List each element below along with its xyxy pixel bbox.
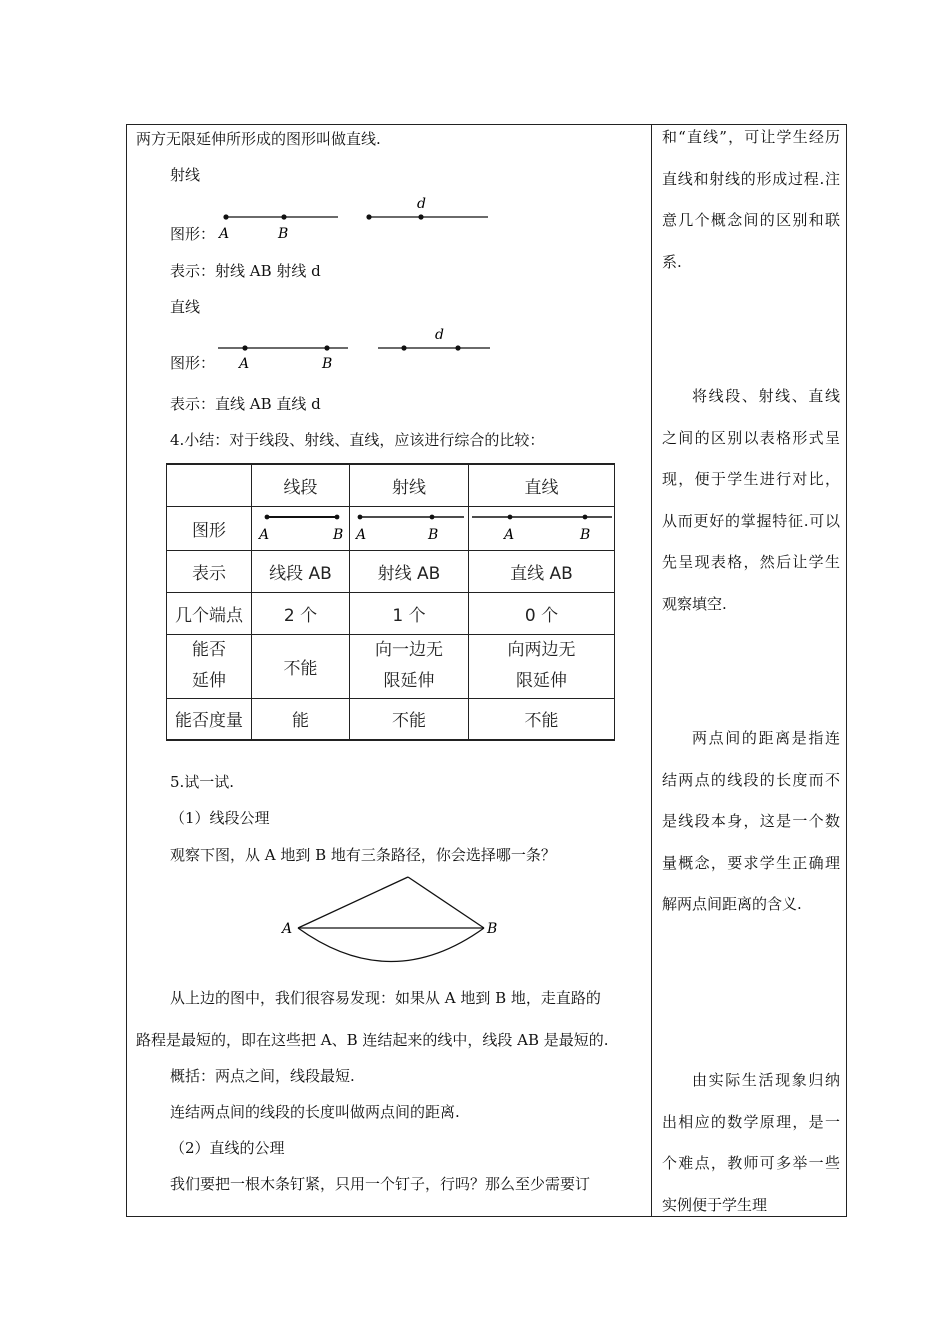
cell-segment-notation: 线段 AB [252,550,350,592]
ray-label-b: B [278,226,289,242]
segment-fig-b: B [332,526,343,543]
side-note-3 [662,718,840,926]
ray-fig-a: A [356,526,367,543]
ray-figure-label: 图形： [170,225,216,243]
line-point-b [324,345,329,350]
line-heading: 直线 [170,298,201,316]
row-label-extend: 能否 延伸 [167,634,252,698]
segment-fig-a: A [258,526,269,543]
side-note-1: 和“直线”，可让学生经历直线和射线的形成过程.注意几个概念间的区别和联系. [662,128,840,271]
ray-point-a [223,214,228,219]
path-curve [298,928,484,962]
ray-d-point [418,214,423,219]
side-note-2-text: 将线段、射线、直线之间的区别以表格形式呈现，便于学生进行对比，从而更好的掌握特征.可以先呈现表格，然后让学生观察填空. [662,387,840,613]
path-upper-left [298,877,408,928]
line-label-d: d [435,327,444,343]
line-d-point-1 [401,345,406,350]
three-paths-figure [276,870,506,970]
cell-line-endpoints: 0 个 [469,592,615,634]
ray-d-start [366,214,371,219]
segment-mini-figure [255,507,347,545]
line-fig-b: B [579,526,590,543]
line-point-a [242,345,247,350]
cell-segment-figure [252,506,350,550]
column-divider [651,124,652,1217]
discover-line-1: 从上边的图中，我们很容易发现：如果从 A 地到 B 地，走直路的 [170,989,601,1007]
cell-line-figure [469,506,615,550]
observe-question: 观察下图，从 A 地到 B 地有三条路径，你会选择哪一条？ [170,846,556,864]
ray-heading: 射线 [170,166,201,184]
line-fig-a: A [503,526,514,543]
cell-ray-measure: 不能 [350,698,469,740]
try-heading: 5.试一试. [170,773,235,791]
cell-ray-extend: 向一边无 限延伸 [350,634,469,698]
ray-mini-figure [352,507,466,545]
line-notation: 表示：直线 AB 直线 d [170,395,321,413]
cell-ray-figure [350,506,469,550]
side-note-2 [662,376,840,625]
axiom2-heading: （2）直线的公理 [170,1139,285,1157]
cell-segment-measure: 能 [252,698,350,740]
distance-definition: 连结两点间的线段的长度叫做两点间的距离. [170,1103,460,1121]
cell-line-extend: 向两边无 限延伸 [469,634,615,698]
ray-notation: 表示：射线 AB 射线 d [170,262,321,280]
header-line: 直线 [469,464,615,506]
row-label-endpoints: 几个端点 [167,592,252,634]
line-label-a: A [239,356,250,372]
axiom1-heading: （1）线段公理 [170,809,270,827]
line-figure-label: 图形： [170,354,216,372]
path-label-a: A [282,921,293,937]
line-figure [205,322,505,372]
cell-ray-notation: 射线 AB [350,550,469,592]
line-definition-text: 两方无限延伸所形成的图形叫做直线. [136,130,381,148]
ray-figure [205,192,505,242]
header-ray: 射线 [350,464,469,506]
header-empty-cell [167,464,252,506]
row-label-measure: 能否度量 [167,698,252,740]
ray-label-a: A [219,226,230,242]
cell-segment-endpoints: 2 个 [252,592,350,634]
ray-point-b [281,214,286,219]
line-label-b: B [322,356,333,372]
line-mini-figure [470,507,614,545]
ray-fig-b: B [428,526,439,543]
side-note-4 [662,1060,840,1226]
comparison-table [166,463,615,741]
path-label-b: B [487,921,498,937]
row-label-notation: 表示 [167,550,252,592]
cell-segment-extend: 不能 [252,634,350,698]
cell-ray-endpoints: 1 个 [350,592,469,634]
row-label-figure: 图形 [167,506,252,550]
ray-label-d: d [417,196,426,212]
generalize-text: 概括：两点之间，线段最短. [170,1067,355,1085]
cell-line-measure: 不能 [469,698,615,740]
nail-question: 我们要把一根木条钉紧，只用一个钉子，行吗？那么至少需要订 [170,1175,591,1193]
line-d-point-2 [455,345,460,350]
side-note-3-text: 两点间的距离是指连结两点的线段的长度而不是线段本身，这是一个数量概念，要求学生正确理解两点间距离的含义. [662,729,840,913]
header-segment: 线段 [252,464,350,506]
cell-line-notation: 直线 AB [469,550,615,592]
summary-text: 4.小结：对于线段、射线、直线，应该进行综合的比较： [170,431,545,449]
discover-line-2: 路程是最短的，即在这些把 A、B 连结起来的线中，线段 AB 是最短的. [136,1031,609,1049]
path-upper-right [408,877,484,928]
side-note-4-text: 由实际生活现象归纳出相应的数学原理，是一个难点，教师可多举一些实例便于学生理 [662,1071,840,1214]
